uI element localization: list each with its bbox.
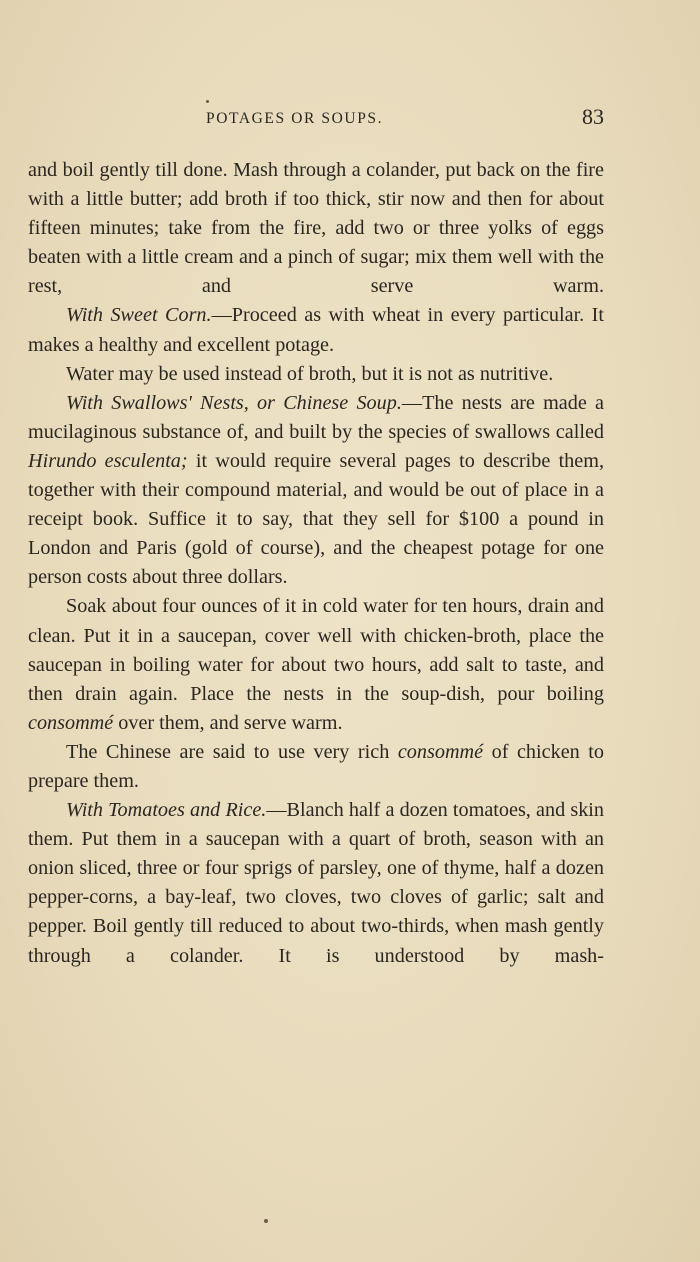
paragraph-tomatoes-rice <box>28 796 604 971</box>
italic-text-run: consommé <box>28 711 114 734</box>
body-text <box>28 156 604 971</box>
paragraph-water-note <box>28 360 604 389</box>
paper-speck <box>206 100 209 103</box>
page-number: 83 <box>582 104 604 129</box>
italic-text-run: consommé <box>397 740 484 763</box>
text-run: over them, and serve warm. <box>113 711 343 734</box>
paragraph-sweet-corn <box>28 301 604 359</box>
text-run: —Blanch half a dozen tomatoes, and skin them. Put them in a saucepan with a quart of broth, season with an onion sliced, three or four sprigs of parsley, one of thyme, half a dozen pepper-corns, a bay-leaf, two cloves, two cloves of garlic; salt and pepper. Boil gently till reduced to about two-thirds, when mash gently through a colander. It is understood by mash- <box>28 799 604 967</box>
text-run: —The nests are made a mucilaginous substance of, and built by the species of swallows called <box>28 391 604 443</box>
text-run: of chicken to prepare them. <box>28 740 604 792</box>
paper-speck <box>264 1219 268 1223</box>
italic-text-run: Hirundo esculenta; <box>28 449 188 472</box>
running-title: POTAGES OR SOUPS. <box>206 110 384 127</box>
text-run: The Chinese are said to use very rich <box>66 740 398 763</box>
text-run: and boil gently till done. Mash through a colander, put back on the fire with a little butter; add broth if too thick, stir now and then for about fifteen minutes; take from the fire, add two or three yolks of eggs beaten with a little cream and a pinch of sugar; mix them well with the rest, and serve warm. <box>28 159 604 298</box>
text-run: it would require several pages to describe them, together with their compound material, and would be out of place in a receipt book. Suffice it to say, that they sell for $100 a pound in London and Paris (gold of course), and the cheapest potage for one person costs about three dollars. <box>28 449 604 589</box>
paragraph-continuation <box>28 156 604 301</box>
italic-text-run: With Swallows' Nests, or Chinese Soup. <box>66 391 402 414</box>
italic-text-run: With Tomatoes and Rice. <box>66 799 267 822</box>
italic-text-run: With Sweet Corn. <box>66 304 212 327</box>
text-run: Water may be used instead of broth, but it is not as nutritive. <box>66 362 554 385</box>
paragraph-swallows-nests <box>28 389 604 593</box>
page-header <box>28 104 604 134</box>
paragraph-chinese-consomme <box>28 738 604 796</box>
text-run: Soak about four ounces of it in cold water for ten hours, drain and clean. Put it in a saucepan, cover well with chicken-broth, place the saucepan in boiling water for about two hours, add salt to taste, and then drain again. Place the nests in the soup-dish, pour boiling <box>28 595 604 705</box>
paragraph-soak-instructions <box>28 592 604 737</box>
text-run: —Proceed as with wheat in every particular. It makes a healthy and excellent potage. <box>28 304 605 356</box>
